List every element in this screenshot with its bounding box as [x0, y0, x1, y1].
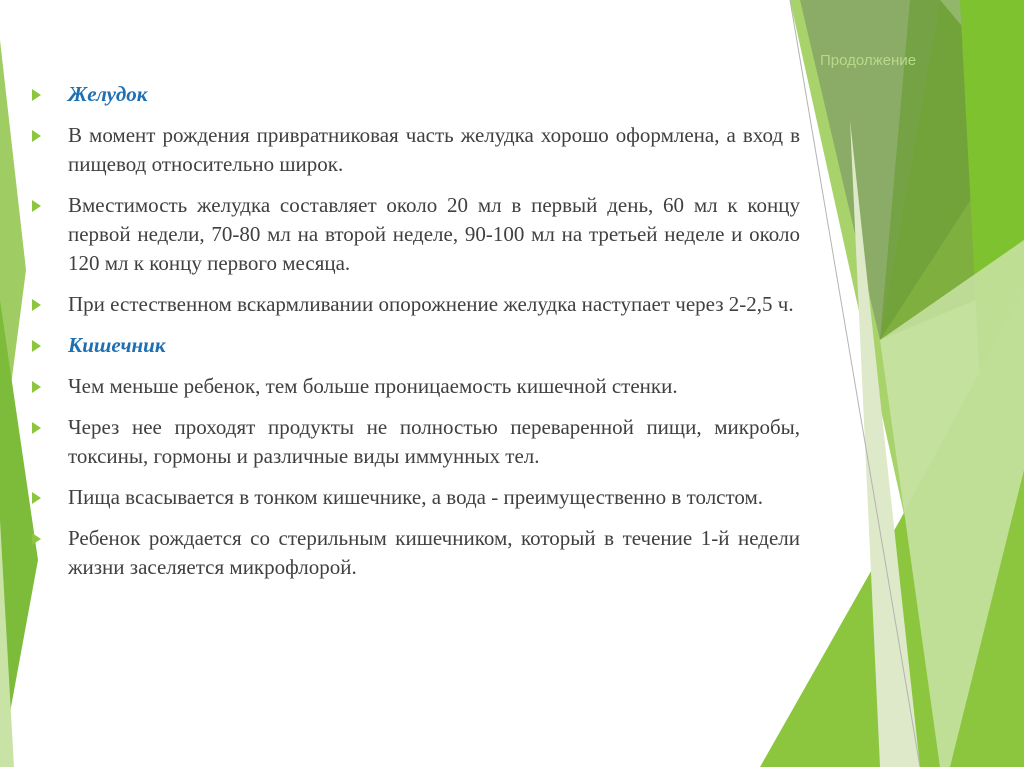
section-heading-intestine: Кишечник	[68, 333, 166, 357]
list-item-text: Чем меньше ребенок, тем больше проницаемость кишечной стенки.	[68, 374, 678, 398]
slide-title: Продолжение	[820, 52, 917, 69]
list-item	[30, 331, 800, 360]
bullet-triangle-icon	[30, 80, 68, 101]
bullet-triangle-icon	[30, 331, 68, 352]
bullet-triangle-icon	[30, 372, 68, 393]
list-item-text: Вместимость желудка составляет около 20 мл в первый день, 60 мл к концу первой недели, 70-80 мл на второй неделе, 90-100 мл на третьей неделе и около 120 мл к концу первого месяца.	[68, 193, 800, 275]
bullet-triangle-icon	[30, 483, 68, 504]
bullet-triangle-icon	[30, 290, 68, 311]
list-item	[30, 483, 800, 512]
bullet-triangle-icon	[30, 524, 68, 545]
list-item	[30, 524, 800, 582]
list-item	[30, 191, 800, 278]
list-item	[30, 80, 800, 109]
section-heading-stomach: Желудок	[68, 82, 148, 106]
list-item-text: Через нее проходят продукты не полностью переваренной пищи, микробы, токсины, гормоны и различные виды иммунных тел.	[68, 415, 800, 468]
bullet-triangle-icon	[30, 413, 68, 434]
list-item-text: Ребенок рождается со стерильным кишечником, который в течение 1-й недели жизни заселяется микрофлорой.	[68, 526, 800, 579]
list-item	[30, 121, 800, 179]
list-item-text: При естественном вскармливании опорожнение желудка наступает через 2-2,5 ч.	[68, 292, 794, 316]
list-item-text: Пища всасывается в тонком кишечнике, а вода - преимущественно в толстом.	[68, 485, 764, 509]
bullet-triangle-icon	[30, 121, 68, 142]
list-item	[30, 413, 800, 471]
list-item	[30, 290, 800, 319]
list-item	[30, 372, 800, 401]
bullet-list	[30, 80, 800, 594]
list-item-text: В момент рождения привратниковая часть желудка хорошо оформлена, а вход в пищевод относительно широк.	[68, 123, 800, 176]
bullet-triangle-icon	[30, 191, 68, 212]
